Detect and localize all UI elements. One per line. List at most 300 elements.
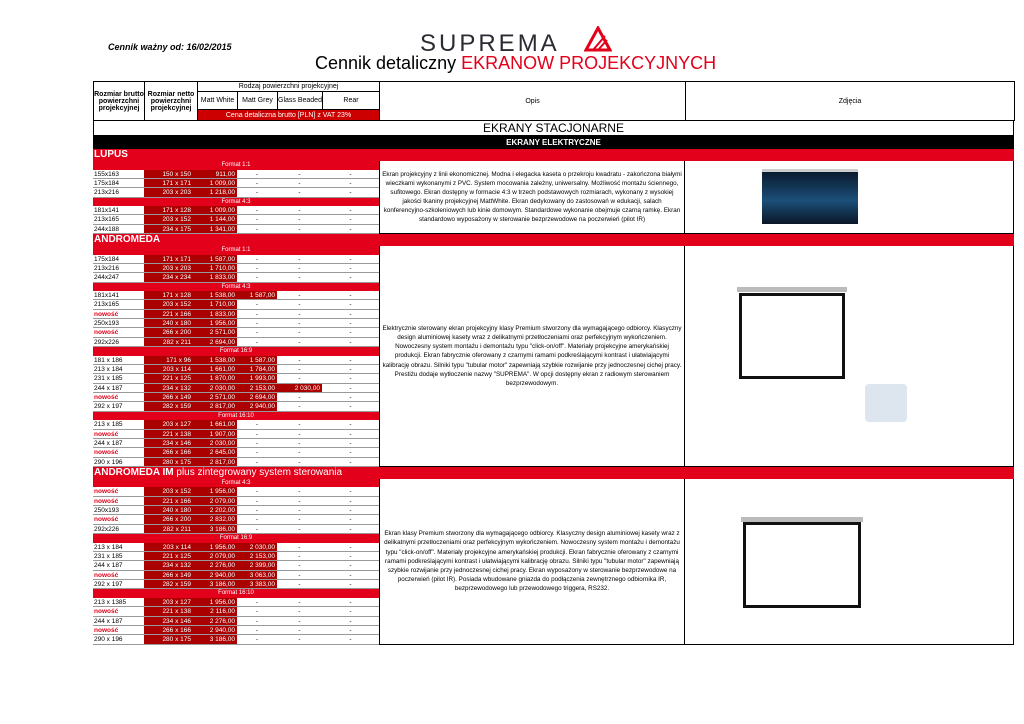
cell-size-gross: 213x216 bbox=[94, 264, 119, 272]
cell-price-matt-white: 1 009,00 bbox=[197, 206, 237, 214]
cell-price-rear: - bbox=[349, 274, 352, 282]
cell-price-rear: - bbox=[349, 636, 352, 644]
cell-price-matt-grey: - bbox=[255, 189, 259, 197]
cell-size-net: 171 x 171 bbox=[144, 179, 197, 187]
cell-price-matt-white: 1 956,00 bbox=[197, 598, 237, 606]
table-row bbox=[93, 458, 379, 467]
table-row bbox=[93, 319, 379, 328]
cell-price-rear: - bbox=[349, 430, 352, 438]
cell-price-glass-beaded: - bbox=[298, 543, 301, 551]
format-heading: Format 16:10 bbox=[93, 589, 379, 598]
cell-price-rear: - bbox=[349, 581, 352, 589]
cell-price-rear: - bbox=[349, 170, 352, 178]
cell-price-matt-grey: - bbox=[255, 170, 259, 178]
cell-price-rear: - bbox=[349, 384, 352, 392]
format-heading: Format 16:9 bbox=[93, 534, 379, 543]
cell-price-glass-beaded: - bbox=[298, 320, 301, 328]
product-photo bbox=[762, 169, 858, 224]
valid-from-date: Cennik ważny od: 16/02/2015 bbox=[108, 42, 232, 52]
description-text: Ekran projekcyjny z linii ekonomicznej. Modna i elegacka kaseta o przekroju kwadratu - zakończona białymi wieczkami wykonanymi z PVC. System mocowania zależny, uniwersalny. Możliwość montażu ściennego, sufitowego. Ekran dostępny w formacie 4:3 w trzech podstawowych rozmiarach, wykonany z wysokiej jakości tkaniny projekcyjnej MattWhite. Ekran dedykowany do zastosowań w edukacji, salach konferencyjno-szkoleniowych lub kinie domowym. Standardowe wykonanie obejmuje czarną ramkę. Ekran standardowo wyposażony w sterowanie bezprzewodowe na poczerwień (pilot IR) bbox=[382, 170, 682, 224]
cell-size-net: 234 x 175 bbox=[144, 225, 197, 233]
cell-size-net: 203 x 203 bbox=[144, 188, 197, 196]
cell-size-gross: nowość bbox=[94, 516, 119, 524]
cell-price-matt-white: 2 940,00 bbox=[197, 626, 237, 634]
cell-price-matt-grey: 1 993,00 bbox=[237, 374, 277, 382]
table-row bbox=[93, 338, 379, 347]
cell-price-matt-grey: - bbox=[255, 179, 259, 187]
cell-size-net: 280 x 175 bbox=[144, 458, 197, 466]
cell-price-matt-white: 2 571,00 bbox=[197, 328, 237, 336]
cell-price-rear: - bbox=[349, 356, 352, 364]
cell-price-matt-grey: - bbox=[255, 488, 259, 496]
cell-price-glass-beaded: - bbox=[298, 516, 301, 524]
cell-size-net: 171 x 171 bbox=[144, 255, 197, 263]
cell-price-matt-white: 1 833,00 bbox=[197, 310, 237, 318]
cell-price-matt-white: 2 030,00 bbox=[197, 439, 237, 447]
cell-size-gross: 292 x 197 bbox=[94, 403, 123, 411]
cell-size-net: 171 x 128 bbox=[144, 206, 197, 214]
price-sheet bbox=[93, 81, 1014, 645]
section-block bbox=[93, 246, 1014, 467]
page-title bbox=[315, 53, 716, 74]
table-row bbox=[93, 617, 379, 626]
cell-size-net: 266 x 149 bbox=[144, 393, 197, 401]
section-block bbox=[93, 161, 1014, 234]
title-main: Cennik detaliczny bbox=[315, 53, 457, 73]
cell-size-gross: 213 x 184 bbox=[94, 366, 123, 373]
cell-size-net: 203 x 152 bbox=[144, 215, 197, 223]
cell-price-rear: - bbox=[349, 497, 352, 505]
table-row bbox=[93, 580, 379, 589]
cell-size-gross: nowość bbox=[94, 430, 119, 438]
cell-price-rear: - bbox=[349, 562, 352, 570]
cell-price-rear: - bbox=[349, 449, 352, 457]
cell-size-net: 203 x 152 bbox=[144, 487, 197, 495]
cell-price-rear: - bbox=[349, 320, 352, 328]
cell-size-gross: 244 x 187 bbox=[94, 384, 123, 392]
cell-size-gross: 175x184 bbox=[94, 179, 119, 187]
cell-size-gross: 292 x 197 bbox=[94, 581, 123, 589]
cell-price-glass-beaded: - bbox=[298, 626, 301, 634]
cell-size-net: 266 x 200 bbox=[144, 515, 197, 523]
col-rear: Rear bbox=[323, 92, 380, 110]
cell-price-matt-white: 911,00 bbox=[197, 170, 237, 178]
cell-price-matt-grey: - bbox=[255, 225, 259, 233]
cell-size-net: 203 x 152 bbox=[144, 300, 197, 308]
cell-size-gross: nowość bbox=[94, 571, 119, 579]
table-row bbox=[93, 402, 379, 411]
cell-size-net: 234 x 234 bbox=[144, 273, 197, 281]
cell-price-glass-beaded: - bbox=[298, 207, 301, 215]
cell-size-net: 221 x 125 bbox=[144, 552, 197, 560]
col-glass-beaded: Glass Beaded bbox=[278, 92, 323, 110]
cell-size-gross: 155x163 bbox=[94, 170, 119, 178]
table-row bbox=[93, 188, 379, 197]
table-row bbox=[93, 420, 379, 429]
suprema-logo bbox=[420, 26, 610, 56]
cell-price-matt-white: 1 870,00 bbox=[197, 374, 237, 382]
format-heading: Format 16:9 bbox=[93, 347, 379, 356]
cell-price-matt-white: 2 645,00 bbox=[197, 448, 237, 456]
table-row bbox=[93, 310, 379, 319]
cell-price-matt-grey: 1 587,00 bbox=[237, 356, 277, 364]
cell-price-matt-white: 1 710,00 bbox=[197, 300, 237, 308]
description-text: Elektrycznie sterowany ekran projekcyjny klasy Premium stworzony dla wymagającego odbiorcy. Klasyczny design aluminiowej kasety wraz z delikatnymi przetłoczeniami oraz perfekcyjnym wykończeniem. Nowoczesny system montażu i demontażu typu "click-on/off". Materiały projekcyjne amerykańskiej produkcji. Ekran fabrycznie oferowany z czarnymi ramami podkreślającymi kontrast i ułatwiającymi kalibrację obrazu. Silniki typu "tubular motor" zapewniają szybkie rozwijanie przy jednoczesnej cichej pracy. Prestiżu dodaje wytłoczenie nazwy "SUPREMA". W opcji dostępny ekran z radiowym sterowaniem bezprzewodowym. bbox=[382, 325, 682, 387]
cell-price-matt-grey: 2 153,00 bbox=[237, 384, 277, 392]
cell-price-matt-grey: - bbox=[255, 207, 259, 215]
table-row bbox=[93, 626, 379, 635]
cell-price-matt-grey: - bbox=[255, 421, 259, 429]
cell-price-rear: - bbox=[349, 598, 352, 606]
cell-price-rear: - bbox=[349, 366, 352, 373]
cell-size-gross: 290 x 196 bbox=[94, 458, 123, 466]
table-row bbox=[93, 255, 379, 264]
cell-price-matt-white: 2 276,00 bbox=[197, 561, 237, 569]
table-row bbox=[93, 506, 379, 515]
cell-size-net: 234 x 132 bbox=[144, 561, 197, 569]
col-matt-white: Matt White bbox=[198, 92, 238, 110]
cell-price-matt-white: 2 940,00 bbox=[197, 571, 237, 579]
cell-price-rear: - bbox=[349, 403, 352, 411]
cell-price-rear: - bbox=[349, 310, 352, 318]
cell-size-gross: 250x193 bbox=[94, 507, 119, 515]
table-row bbox=[93, 384, 379, 393]
cell-price-matt-white: 2 079,00 bbox=[197, 552, 237, 560]
cell-price-glass-beaded: - bbox=[298, 216, 301, 224]
product-photo-cell bbox=[685, 246, 1014, 467]
cell-price-matt-white: 1 587,00 bbox=[197, 255, 237, 263]
table-row bbox=[93, 179, 379, 188]
cell-price-matt-white: 1 710,00 bbox=[197, 264, 237, 272]
cell-price-glass-beaded: - bbox=[298, 458, 301, 466]
format-heading: Format 4:3 bbox=[93, 198, 379, 207]
cell-price-glass-beaded: - bbox=[298, 375, 301, 383]
col-zdjecia: Zdjęcia bbox=[686, 82, 1015, 121]
cell-size-gross: nowość bbox=[94, 488, 119, 496]
cell-price-matt-grey: - bbox=[255, 216, 259, 224]
cell-price-rear: - bbox=[349, 507, 352, 515]
cell-price-matt-grey: 2 030,00 bbox=[237, 543, 277, 551]
cell-size-net: 203 x 127 bbox=[144, 420, 197, 428]
cell-price-glass-beaded: - bbox=[298, 430, 301, 438]
cell-price-matt-white: 3 186,00 bbox=[197, 635, 237, 643]
cell-price-matt-grey: - bbox=[255, 626, 259, 634]
cell-size-net: 150 x 150 bbox=[144, 170, 197, 178]
cell-size-gross: 244 x 187 bbox=[94, 439, 123, 447]
section-heading bbox=[93, 467, 1014, 479]
cell-size-gross: 292x226 bbox=[94, 525, 119, 533]
cell-price-glass-beaded: - bbox=[298, 636, 301, 644]
cell-size-net: 203 x 203 bbox=[144, 264, 197, 272]
table-row bbox=[93, 515, 379, 524]
format-heading: Format 4:3 bbox=[93, 283, 379, 292]
cell-price-glass-beaded: - bbox=[298, 189, 301, 197]
cell-size-net: 171 x 128 bbox=[144, 291, 197, 299]
logo-triangle-icon bbox=[584, 26, 612, 52]
cell-size-gross: 181x141 bbox=[94, 207, 119, 215]
cell-price-rear: - bbox=[349, 525, 352, 533]
cell-size-gross: 181 x 186 bbox=[94, 356, 123, 364]
table-row bbox=[93, 561, 379, 570]
cell-size-gross: 213 x 184 bbox=[94, 543, 123, 551]
table-row bbox=[93, 170, 379, 179]
cell-price-glass-beaded: - bbox=[298, 394, 301, 402]
cell-price-matt-white: 2 571,00 bbox=[197, 393, 237, 401]
cell-price-rear: - bbox=[349, 626, 352, 634]
cell-size-gross: 231 x 185 bbox=[94, 553, 123, 560]
description-text: Ekran klasy Premium stworzony dla wymagającego odbiorcy. Klasyczny design aluminiowej kasety wraz z delikatnymi przetłoczeniami oraz perfekcyjnym wykończeniem. Nowoczesny system montażu i demontażu typu "click-on/off". Materiały projekcyjne amerykańskiej produkcji. Ekran fabrycznie oferowany z czarnymi ramami podkreślającymi kontrast i ułatwiającymi kalibrację obrazu. Silniki typu "tubular motor" zapewniają szybkie rozwijanie przy jednoczesnej cichej pracy. Ekran wyposażony w sterowanie bezprzewodowe na poczerwień (pilot IR). Posiada wbudowane gniazda do podłączenia zewnętrznego odbiornika IR, bezprzewodowego lub przewodowego triggera, RS232. bbox=[384, 530, 680, 593]
cell-size-gross: nowość bbox=[94, 608, 119, 616]
cell-price-glass-beaded: - bbox=[298, 292, 301, 300]
cell-price-rear: - bbox=[349, 329, 352, 337]
cell-price-rear: - bbox=[349, 216, 352, 224]
cell-size-gross: 290 x 196 bbox=[94, 636, 123, 644]
cell-price-matt-white: 2 030,00 bbox=[197, 384, 237, 392]
table-row bbox=[93, 206, 379, 215]
cell-price-matt-grey: - bbox=[255, 310, 259, 318]
cell-size-gross: nowość bbox=[94, 626, 119, 634]
col-size-net: Rozmiar netto powierzchni projekcyjnej bbox=[145, 82, 198, 121]
cell-price-glass-beaded: - bbox=[298, 301, 301, 309]
cell-price-matt-white: 1 218,00 bbox=[197, 188, 237, 196]
section-subtitle: plus zintegrowany system sterowania bbox=[173, 466, 343, 478]
cell-size-gross: 244 x 187 bbox=[94, 617, 123, 625]
cell-price-matt-grey: - bbox=[255, 636, 259, 644]
title-highlight: EKRANOW PROJEKCYJNYCH bbox=[461, 53, 717, 73]
screen-cassette bbox=[737, 287, 847, 292]
cell-size-net: 234 x 146 bbox=[144, 439, 197, 447]
cell-size-net: 221 x 125 bbox=[144, 374, 197, 382]
cell-price-rear: - bbox=[349, 394, 352, 402]
cell-size-net: 280 x 175 bbox=[144, 635, 197, 643]
cell-price-glass-beaded: - bbox=[298, 562, 301, 570]
cell-size-net: 171 x 96 bbox=[144, 356, 197, 364]
table-row bbox=[93, 365, 379, 374]
cell-price-matt-grey: 2 399,00 bbox=[237, 561, 277, 569]
cell-size-gross: nowość bbox=[94, 497, 119, 505]
cell-size-gross: 213x216 bbox=[94, 189, 119, 197]
cell-price-matt-white: 1 144,00 bbox=[197, 215, 237, 223]
cell-price-rear: - bbox=[349, 338, 352, 346]
cell-price-matt-white: 1 538,00 bbox=[197, 291, 237, 299]
table-row bbox=[93, 635, 379, 644]
cell-price-matt-grey: - bbox=[255, 608, 259, 616]
cell-price-glass-beaded: - bbox=[298, 488, 301, 496]
cell-size-net: 221 x 166 bbox=[144, 497, 197, 505]
cell-size-gross: 181x141 bbox=[94, 292, 119, 300]
cell-size-net: 203 x 127 bbox=[144, 598, 197, 606]
cell-price-matt-grey: - bbox=[255, 329, 259, 337]
cell-price-rear: - bbox=[349, 516, 352, 524]
table-row bbox=[93, 430, 379, 439]
cell-price-rear: - bbox=[349, 571, 352, 579]
section-name: ANDROMEDA bbox=[94, 234, 161, 246]
cell-price-matt-grey: - bbox=[255, 598, 259, 606]
cell-price-matt-white: 1 956,00 bbox=[197, 487, 237, 495]
cell-size-gross: 231 x 185 bbox=[94, 375, 123, 383]
cell-price-rear: - bbox=[349, 189, 352, 197]
cell-price-matt-white: 2 202,00 bbox=[197, 506, 237, 514]
table-row bbox=[93, 607, 379, 616]
cell-price-matt-grey: - bbox=[255, 525, 259, 533]
cell-price-glass-beaded: - bbox=[298, 255, 301, 263]
cell-price-matt-grey: - bbox=[255, 617, 259, 625]
cell-size-net: 240 x 180 bbox=[144, 506, 197, 514]
cell-price-glass-beaded: - bbox=[298, 338, 301, 346]
cell-price-rear: - bbox=[349, 488, 352, 496]
cell-price-matt-grey: - bbox=[255, 301, 259, 309]
cell-price-matt-white: 1 956,00 bbox=[197, 319, 237, 327]
cell-price-matt-white: 2 832,00 bbox=[197, 515, 237, 523]
cell-size-gross: nowość bbox=[94, 329, 119, 337]
cell-size-gross: 244x247 bbox=[94, 274, 119, 282]
product-description bbox=[379, 479, 685, 645]
cell-size-gross: 213 x 1385 bbox=[94, 598, 127, 606]
cell-price-glass-beaded: - bbox=[298, 507, 301, 515]
col-matt-grey: Matt Grey bbox=[238, 92, 278, 110]
table-row bbox=[93, 525, 379, 534]
cell-price-glass-beaded: - bbox=[298, 598, 301, 606]
cell-price-matt-white: 3 186,00 bbox=[197, 580, 237, 588]
cell-price-matt-grey: - bbox=[255, 516, 259, 524]
cell-price-matt-grey: - bbox=[255, 430, 259, 438]
cell-size-net: 221 x 138 bbox=[144, 607, 197, 615]
product-photo bbox=[743, 522, 861, 608]
cell-price-rear: - bbox=[349, 608, 352, 616]
cell-price-matt-grey: - bbox=[255, 320, 259, 328]
cell-price-matt-grey: - bbox=[255, 507, 259, 515]
table-row bbox=[93, 552, 379, 561]
table-row bbox=[93, 264, 379, 273]
cell-price-matt-grey: - bbox=[255, 458, 259, 466]
price-table bbox=[93, 246, 379, 467]
cell-price-matt-grey: 2 940,00 bbox=[237, 402, 277, 410]
cell-price-matt-white: 1 341,00 bbox=[197, 225, 237, 233]
table-row bbox=[93, 598, 379, 607]
cell-price-matt-grey: 1 587,00 bbox=[237, 291, 277, 299]
cell-size-gross: 175x184 bbox=[94, 255, 119, 263]
cell-price-rear: - bbox=[349, 375, 352, 383]
product-sections bbox=[93, 149, 1014, 645]
cell-size-net: 221 x 138 bbox=[144, 430, 197, 438]
format-heading: Format 1:1 bbox=[93, 161, 379, 170]
col-opis: Opis bbox=[380, 82, 686, 121]
cell-price-matt-grey: - bbox=[255, 449, 259, 457]
cell-size-net: 266 x 200 bbox=[144, 328, 197, 336]
cell-price-glass-beaded: - bbox=[298, 421, 301, 429]
cell-size-gross: nowość bbox=[94, 310, 119, 318]
remote-control-photo bbox=[865, 384, 907, 422]
category-heading: EKRANY STACJONARNE bbox=[93, 121, 1014, 136]
logo-wordmark: SUPREMA bbox=[420, 30, 560, 57]
cell-price-glass-beaded: - bbox=[298, 571, 301, 579]
cell-size-net: 266 x 166 bbox=[144, 626, 197, 634]
product-photo bbox=[739, 293, 845, 379]
cell-price-glass-beaded: - bbox=[298, 581, 301, 589]
cell-price-rear: - bbox=[349, 179, 352, 187]
table-row bbox=[93, 487, 379, 496]
section-heading bbox=[93, 234, 1014, 246]
format-heading: Format 1:1 bbox=[93, 246, 379, 255]
cell-size-net: 266 x 149 bbox=[144, 571, 197, 579]
section-heading bbox=[93, 149, 1014, 161]
price-note: Cena detaliczna brutto [PLN] z VAT 23% bbox=[198, 110, 380, 121]
cell-price-rear: - bbox=[349, 264, 352, 272]
cell-price-matt-white: 1 833,00 bbox=[197, 273, 237, 281]
cell-price-rear: - bbox=[349, 207, 352, 215]
table-row bbox=[93, 225, 379, 234]
cell-size-net: 282 x 211 bbox=[144, 525, 197, 533]
cell-size-gross: 213x165 bbox=[94, 301, 119, 309]
cell-price-glass-beaded: 2 030,00 bbox=[277, 384, 322, 392]
table-row bbox=[93, 448, 379, 457]
cell-size-net: 203 x 114 bbox=[144, 365, 197, 373]
product-photo-cell bbox=[685, 161, 1014, 234]
cell-price-glass-beaded: - bbox=[298, 329, 301, 337]
cell-price-glass-beaded: - bbox=[298, 274, 301, 282]
cell-price-glass-beaded: - bbox=[298, 449, 301, 457]
cell-size-gross: 213x165 bbox=[94, 216, 119, 224]
cell-price-matt-white: 1 009,00 bbox=[197, 179, 237, 187]
cell-size-net: 282 x 159 bbox=[144, 580, 197, 588]
table-row bbox=[93, 497, 379, 506]
cell-price-matt-grey: 1 784,00 bbox=[237, 365, 277, 373]
cell-price-matt-white: 1 956,00 bbox=[197, 543, 237, 551]
cell-price-matt-grey: 2 153,00 bbox=[237, 552, 277, 560]
cell-size-gross: nowość bbox=[94, 449, 119, 457]
table-row bbox=[93, 291, 379, 300]
cell-price-matt-grey: - bbox=[255, 264, 259, 272]
cell-size-net: 240 x 180 bbox=[144, 319, 197, 327]
table-row bbox=[93, 393, 379, 402]
cell-size-net: 266 x 166 bbox=[144, 448, 197, 456]
cell-price-matt-grey: - bbox=[255, 439, 259, 447]
cell-price-matt-grey: - bbox=[255, 274, 259, 282]
cell-price-glass-beaded: - bbox=[298, 179, 301, 187]
cell-size-net: 234 x 146 bbox=[144, 617, 197, 625]
table-header bbox=[93, 81, 1015, 121]
cell-price-rear: - bbox=[349, 458, 352, 466]
cell-price-glass-beaded: - bbox=[298, 170, 301, 178]
table-row bbox=[93, 300, 379, 309]
cell-price-rear: - bbox=[349, 543, 352, 551]
cell-price-matt-grey: 3 383,00 bbox=[237, 580, 277, 588]
format-heading: Format 4:3 bbox=[93, 479, 379, 488]
table-row bbox=[93, 571, 379, 580]
cell-price-matt-white: 2 817,00 bbox=[197, 402, 237, 410]
table-row bbox=[93, 374, 379, 383]
col-surface-group: Rodzaj powierzchni projekcyjnej bbox=[198, 82, 380, 92]
cell-price-glass-beaded: - bbox=[298, 310, 301, 318]
cell-size-net: 234 x 132 bbox=[144, 384, 197, 392]
section-name: ANDROMEDA IM bbox=[94, 466, 174, 478]
cell-size-net: 203 x 114 bbox=[144, 543, 197, 551]
cell-size-net: 282 x 159 bbox=[144, 402, 197, 410]
table-row bbox=[93, 273, 379, 282]
format-heading: Format 16:10 bbox=[93, 412, 379, 421]
cell-price-matt-white: 1 661,00 bbox=[197, 365, 237, 373]
cell-price-glass-beaded: - bbox=[298, 617, 301, 625]
cell-size-gross: 250x193 bbox=[94, 320, 119, 328]
cell-price-rear: - bbox=[349, 421, 352, 429]
section-block bbox=[93, 479, 1014, 645]
cell-price-matt-white: 2 079,00 bbox=[197, 497, 237, 505]
cell-price-rear: - bbox=[349, 225, 352, 233]
cell-price-matt-white: 1 538,00 bbox=[197, 356, 237, 364]
cell-size-gross: 292x226 bbox=[94, 338, 119, 346]
cell-price-glass-beaded: - bbox=[298, 356, 301, 364]
cell-price-rear: - bbox=[349, 255, 352, 263]
